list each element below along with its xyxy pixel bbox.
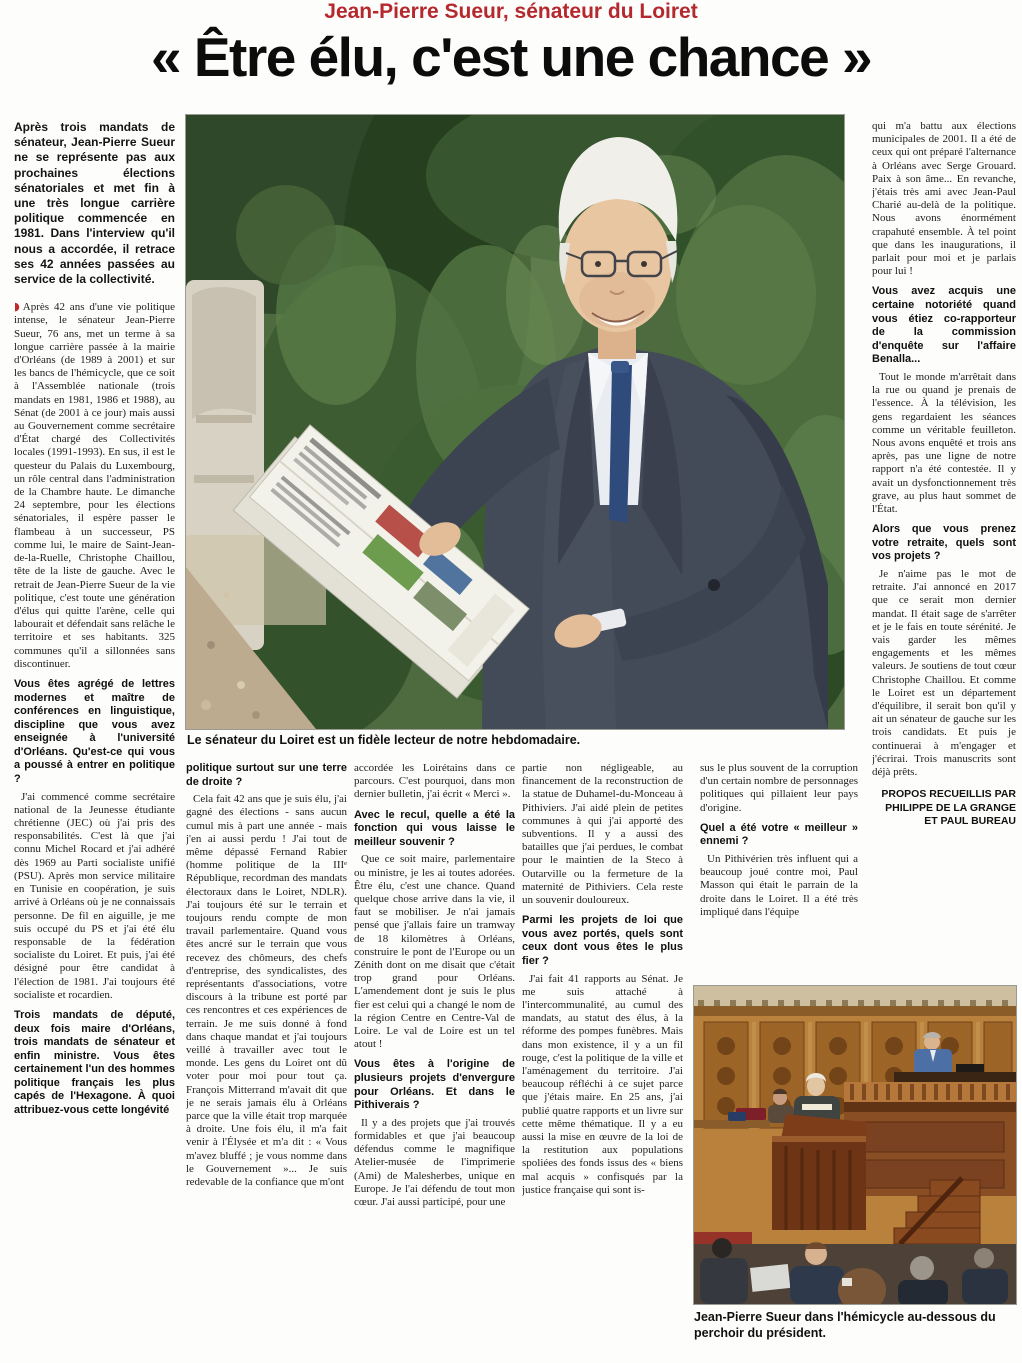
answer-projets-envergure-part2: partie non négligeable, au financement de la reconstruction de la statue de Duhamel-du-Monceau à Pithiviers. J'ai aidé plein de petites communes à qui j'ai apporté des subventions. Il y a aussi des batailles que j'ai perdues, le combat pour le maintien de la Steco à Outarville ou la fermeture de la maternité de Pithiviers. Cela reste un souvenir douloureux. (522, 762, 683, 907)
senate-photo (694, 986, 1016, 1304)
answer-meilleur-ennemi-part1: Un Pithivérien très influent qui a beaucoup joué contre moi, Paul Masson qui était le parrain de la droite dans le Loiret. Il a été très impliqué dans l'équipe (700, 853, 858, 918)
article-header (0, 0, 1022, 86)
column-6 (872, 120, 1016, 915)
column-5 (700, 762, 858, 982)
senate-photo-caption: Jean-Pierre Sueur dans l'hémicycle au-dessous du perchoir du président. (694, 1310, 996, 1340)
main-photo (186, 115, 844, 729)
question-longevite-part2: politique surtout sur une terre de droite ? (186, 762, 347, 788)
intro-paragraph: Après trois mandats de sénateur, Jean-Pierre Sueur ne se représente pas aux prochaines élections sénatoriales et met fin à une très longue carrière politique commencée en 1981. Dans l'interview qu'il nous a accordée, il retrace ses 42 années passées au service de la collectivité. (14, 120, 175, 287)
question-benalla: Vous avez acquis une certaine notoriété quand vous étiez co-rapporteur de la commission d'enquête sur l'affaire Benalla... (872, 285, 1016, 366)
answer-projets-loi-part2: sus le plus souvent de la corruption d'un certain nombre de personnages politiques qui pillaient leur pays d'origine. (700, 762, 858, 814)
question-projets-loi: Parmi les projets de loi que vous avez portés, quels sont ceux dont vous êtes le plus fier ? (522, 914, 683, 968)
byline-line-2: PHILIPPE DE LA GRANGE (885, 801, 1016, 814)
answer-longevite-part1: Cela fait 42 ans que je suis élu, j'ai gagné des élections - sans aucun cumul mis à part une année - mais j'en ai aussi perdu ! J'ai tout de même dépassé Fernand Rabier (homme politique de la IIIᵉ République, recordman des mandats électoraux dans le Loiret, NDLR). J'ai toujours été sur le terrain et toujours rendu compte de mon travail parlementaire. Quand vous êtes ancré sur le terrain que vous recevez des chômeurs, des chefs d'entreprise, des syndicalistes, des représentants d'associations, votre discours à la tribune est porté par ces rencontres et ces expériences de terrain. Je me suis donné à fond dans chaque mandat et j'ai toujours veillé à travailler avec tout le monde. Les gens du Loiret ont dû voter pour moi pour tout ça. François Mitterrand m'avait dit que je ne serais jamais élu à Orléans parce que la ville était trop marquée à droite. Une fois élu, il m'a fait venir à l'Élysée et m'a dit : « Vous m'avez bluffé ; je vous nomme dans le Gouvernement »... Je suis redevable de la confiance que m'ont (186, 793, 347, 1189)
main-photo-illustration (186, 115, 844, 729)
question-projets-envergure: Vous êtes à l'origine de plusieurs projets d'envergure pour Orléans. Et dans le Pithiverais ? (354, 1058, 515, 1112)
answer-projets-envergure-part1: Il y a des projets que j'ai trouvés formidables et que j'ai beaucoup défendus comme le magnifique Atelier-musée de l'imprimerie (Ami) de Malesherbes, unique en Europe. Je l'ai défendu de tout mon cœur. J'ai aussi participé, pour une (354, 1116, 515, 1209)
question-meilleur-ennemi: Quel a été votre « meilleur » ennemi ? (700, 821, 858, 848)
headline: « Être élu, c'est une chance » (150, 26, 872, 88)
answer-benalla: Tout le monde m'arrêtait dans la rue ou quand je prenais de l'essence. À la télévision, les gens regardaient les séances comme un véritable feuilleton. Nous avons enquêté et trois ans après, pas une ligne de notre rapport n'a été contestée. Il y avait un dysfonctionnement très grave, au plus haut sommet de l'État. (872, 371, 1016, 516)
question-retraite: Alors que vous prenez votre retraite, quels sont vos projets ? (872, 523, 1016, 563)
paragraph-marker-icon: ◗ (14, 300, 20, 314)
column-3 (354, 762, 515, 1358)
question-longevite-part1: Trois mandats de député, deux fois maire d'Orléans, trois mandats de sénateur et enfin ministre. Vous êtes certainement l'un des hommes politique français les plus capés de l'Hexagone. À quoi attribuez-vous cette longévité (14, 1008, 175, 1117)
column-1 (14, 120, 175, 1356)
answer-agrege: J'ai commencé comme secrétaire national de la Jeunesse étudiante chrétienne (JEC) où j'ai pris des responsabilités. C'est là que j'ai connu Michel Rocard et j'ai adhéré dès 1969 au Parti socialiste unifié (PSU). Après mon service militaire en Tunisie en coopération, je suis arrivé à Orléans où je ne connaissais personne. De fil en aiguille, je me suis occupé du PS et j'ai été élu responsable de la fédération socialiste du Loiret. Et puis, j'ai été désigné pour être candidat à l'élection de 1981. J'ai toujours été socialiste et rocardien. (14, 790, 175, 1001)
kicker: Jean-Pierre Sueur, sénateur du Loiret (324, 0, 698, 23)
senate-photo-illustration (694, 986, 1016, 1304)
lead-paragraph (14, 300, 175, 671)
main-photo-caption: Le sénateur du Loiret est un fidèle lecteur de notre hebdomadaire. (187, 733, 581, 747)
lead-text: Après 42 ans d'une vie politique intense, le sénateur Jean-Pierre Sueur, 76 ans, met un terme à sa longue carrière passée à la mairie d'Orléans (de 1989 à 2001) et sur les bancs de l'hémicycle, que ce soit à l'Assemblée nationale (trois mandats en 1981, 1986 et 1988), au Sénat (de 2001 à ce jour) mais aussi au Gouvernement comme secrétaire d'État chargé des Collectivités locales (1991-1993). En sus, il est le questeur du Palais du Luxembourg, un rôle central dans l'administration de la Chambre haute. Le dimanche 24 septembre, pour les élections sénatoriales, il espère passer le flambeau à un successeur, PS comme lui, le maire de Saint-Jean-de-la-Ruelle, Christophe Chaillou, tête de la liste de gauche. Avec le retrait de Jean-Pierre Sueur de la vie politique, c'est toute une génération d'élus qui quitte l'arène, celle qui labourait et défendait sans relâche le territoire et ses habitants. 325 communes qu'il a sillonnées sans discontinuer. (14, 301, 175, 670)
byline (872, 788, 1016, 829)
byline-line-3: ET PAUL BUREAU (924, 815, 1016, 828)
answer-longevite-part2: accordée les Loirétains dans ce parcours. C'est pourquoi, dans mon dernier bulletin, j'ai écrit « Merci ». (354, 762, 515, 801)
answer-meilleur-souvenir: Que ce soit maire, parlementaire ou ministre, je les ai toutes adorées. Être élu, c'est une chance. Quand quelque chose arrive dans la vie, il faut se mobiliser. Je n'ai jamais pensé que j'allais faire un tramway de 18 kilomètres à Orléans, construire le pont de l'Europe ou un Zénith dont on me disait que c'était trop grand pour Orléans. L'amendement dont je suis le plus fier est celui qui a changé le nom de la région Centre en Centre-Val de Loire. Le val de Loire est un tel atout ! (354, 853, 515, 1051)
answer-meilleur-ennemi-part2: qui m'a battu aux élections municipales de 2001. Il a été de ceux qui ont préparé l'alternance à Orléans avec Serge Grouard. Paix à son âme... En revanche, j'étais très ami avec Jean-Paul Charié au-delà de la politique. Nous avons énormément crapahuté ensemble. À tel point que dans les inaugurations, il parlait pour moi et je parlais pour lui ! (872, 120, 1016, 278)
answer-retraite: Je n'aime pas le mot de retraite. J'ai annoncé en 2017 que ce serait mon dernier mandat. Il était sage de s'arrêter et je le fais en toute sérénité. Je vais garder les mêmes engagements et les mêmes valeurs. Je soutiens de tout cœur Christophe Chaillou. Et comme le Loiret est un département d'équilibre, il serait bon qu'il y ait un sénateur de gauche sur les trois candidats. Et puis je continuerai à m'engager et j'écrirai. Trois manuscrits sont déjà prêts. (872, 568, 1016, 779)
byline-line-1: PROPOS RECUEILLIS PAR (881, 788, 1016, 801)
question-agrege: Vous êtes agrégé de lettres modernes et maître de conférences en linguistique, discipline que vous avez enseignée à l'université d'Orléans. Qu'est-ce qui vous a poussé à entrer en politique ? (14, 677, 175, 786)
column-2 (186, 762, 347, 1358)
question-meilleur-souvenir: Avec le recul, quelle a été la fonction qui vous laisse le meilleur souvenir ? (354, 808, 515, 848)
column-4 (522, 762, 683, 1358)
answer-projets-loi-part1: J'ai fait 41 rapports au Sénat. Je me suis attaché à l'intercommunalité, au cumul des mandats, au statut des élus, à la réforme des pompes funèbres. Mais dans mon existence, il y a un fil rouge, c'est la politique de la ville et l'aménagement du territoire. J'ai beaucoup réfléchi à ce sujet parce que j'étais maire. En 25 ans, j'ai publié quatre rapports et un livre sur cette même thématique. Il y a eu aussi la mise en œuvre de la loi de la restitution aux populations spoliées des fonds issus des « biens mal acquis » confisqués par la justice française qui sont is- (522, 972, 683, 1196)
